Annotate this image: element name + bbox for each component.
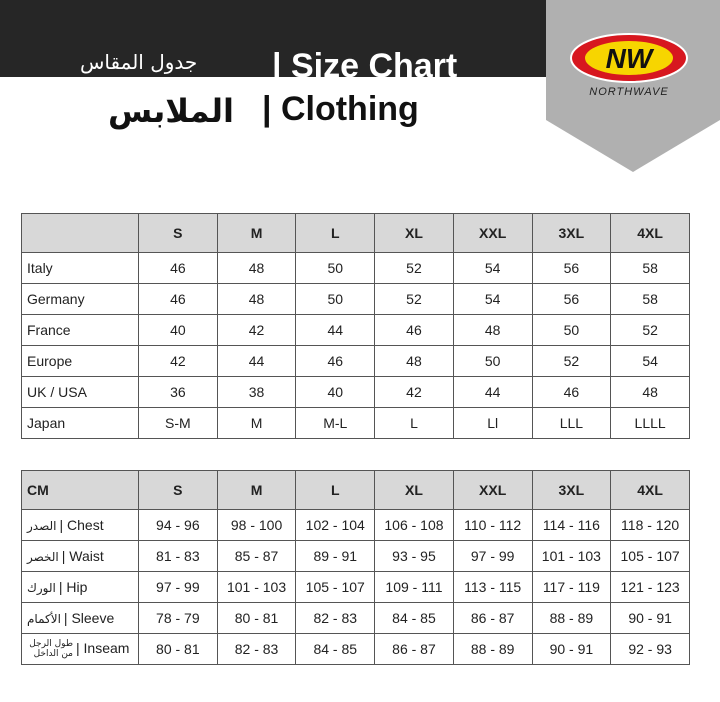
size-value-cell: 58	[611, 253, 690, 284]
size-header: S	[139, 471, 218, 510]
size-header: L	[296, 471, 375, 510]
size-value-cell: 46	[139, 253, 218, 284]
size-header: S	[139, 214, 218, 253]
size-value-cell: 82 - 83	[217, 634, 296, 665]
size-value-cell: 50	[296, 253, 375, 284]
table-row	[22, 346, 690, 377]
size-value-cell: 40	[296, 377, 375, 408]
row-label: UK / USA	[22, 377, 139, 408]
size-value-cell: 78 - 79	[139, 603, 218, 634]
size-value-cell: Ll	[453, 408, 532, 439]
table-row	[22, 253, 690, 284]
size-value-cell: 56	[532, 253, 611, 284]
size-value-cell: 92 - 93	[611, 634, 690, 665]
size-value-cell: M-L	[296, 408, 375, 439]
size-value-cell: 105 - 107	[296, 572, 375, 603]
size-value-cell: 88 - 89	[532, 603, 611, 634]
size-value-cell: 44	[453, 377, 532, 408]
size-value-cell: 110 - 112	[453, 510, 532, 541]
size-header: M	[217, 214, 296, 253]
size-value-cell: 94 - 96	[139, 510, 218, 541]
size-value-cell: 46	[375, 315, 454, 346]
row-label	[22, 634, 139, 665]
size-value-cell: 114 - 116	[532, 510, 611, 541]
row-label-english: | Waist	[61, 548, 104, 564]
size-chart-title-arabic: جدول المقاس	[80, 50, 198, 74]
row-label: Japan	[22, 408, 139, 439]
size-header: XXL	[453, 214, 532, 253]
size-value-cell: 48	[611, 377, 690, 408]
conversion-table	[21, 213, 690, 439]
size-header: 4XL	[611, 471, 690, 510]
size-value-cell: M	[217, 408, 296, 439]
size-value-cell: 38	[217, 377, 296, 408]
size-value-cell: 48	[453, 315, 532, 346]
row-label	[22, 603, 139, 634]
size-header: XL	[375, 214, 454, 253]
size-header: XXL	[453, 471, 532, 510]
size-value-cell: 46	[532, 377, 611, 408]
size-value-cell: 46	[139, 284, 218, 315]
size-value-cell: 85 - 87	[217, 541, 296, 572]
row-label: Germany	[22, 284, 139, 315]
row-label-english: | Hip	[58, 579, 88, 595]
table-row	[22, 634, 690, 665]
row-label	[22, 510, 139, 541]
size-value-cell: 50	[532, 315, 611, 346]
table-header-row	[22, 214, 690, 253]
size-header: XL	[375, 471, 454, 510]
row-label-english: | Sleeve	[63, 610, 115, 626]
table-row	[22, 572, 690, 603]
size-value-cell: 90 - 91	[532, 634, 611, 665]
table-row	[22, 315, 690, 346]
row-label: France	[22, 315, 139, 346]
size-value-cell: 84 - 85	[296, 634, 375, 665]
size-value-cell: 40	[139, 315, 218, 346]
size-value-cell: 58	[611, 284, 690, 315]
clothing-title-arabic: الملابس	[108, 92, 234, 130]
size-value-cell: 36	[139, 377, 218, 408]
row-label-arabic: الخصر	[27, 550, 59, 564]
size-header: M	[217, 471, 296, 510]
size-value-cell: 102 - 104	[296, 510, 375, 541]
size-value-cell: L	[375, 408, 454, 439]
size-value-cell: 42	[375, 377, 454, 408]
size-value-cell: 82 - 83	[296, 603, 375, 634]
size-value-cell: S-M	[139, 408, 218, 439]
size-value-cell: LLL	[532, 408, 611, 439]
size-value-cell: 56	[532, 284, 611, 315]
size-value-cell: 81 - 83	[139, 541, 218, 572]
row-label-english: | Chest	[59, 517, 104, 533]
table-row	[22, 284, 690, 315]
size-value-cell: 101 - 103	[532, 541, 611, 572]
size-value-cell: 54	[611, 346, 690, 377]
measurement-table	[21, 470, 690, 665]
size-value-cell: 89 - 91	[296, 541, 375, 572]
size-value-cell: 106 - 108	[375, 510, 454, 541]
size-value-cell: 48	[217, 284, 296, 315]
table-header-row	[22, 471, 690, 510]
size-value-cell: 97 - 99	[453, 541, 532, 572]
table-row	[22, 541, 690, 572]
table-row	[22, 408, 690, 439]
size-value-cell: 80 - 81	[139, 634, 218, 665]
size-value-cell: 101 - 103	[217, 572, 296, 603]
logo-mark-text: NW	[605, 43, 653, 74]
size-chart-title: | Size Chart	[272, 47, 458, 85]
size-value-cell: 44	[217, 346, 296, 377]
row-label-arabic: الصدر	[27, 519, 57, 533]
size-value-cell: 118 - 120	[611, 510, 690, 541]
size-value-cell: 54	[453, 284, 532, 315]
size-value-cell: 52	[611, 315, 690, 346]
size-value-cell: 80 - 81	[217, 603, 296, 634]
northwave-logo-icon	[571, 34, 687, 82]
size-value-cell: 109 - 111	[375, 572, 454, 603]
size-value-cell: 84 - 85	[375, 603, 454, 634]
clothing-title: | Clothing	[262, 90, 419, 128]
size-value-cell: 121 - 123	[611, 572, 690, 603]
size-value-cell: 113 - 115	[453, 572, 532, 603]
size-value-cell: 46	[296, 346, 375, 377]
row-label-arabic: طول الرجل من الداخل	[29, 639, 73, 659]
size-chart-title-block	[264, 44, 480, 88]
size-header: 3XL	[532, 214, 611, 253]
size-value-cell: 48	[375, 346, 454, 377]
size-header: 3XL	[532, 471, 611, 510]
size-value-cell: 86 - 87	[453, 603, 532, 634]
size-value-cell: 88 - 89	[453, 634, 532, 665]
size-value-cell: 50	[453, 346, 532, 377]
row-label	[22, 572, 139, 603]
size-value-cell: 93 - 95	[375, 541, 454, 572]
logo-brand-name: NORTHWAVE	[589, 86, 669, 98]
table-corner-cell	[22, 214, 139, 253]
size-value-cell: 52	[532, 346, 611, 377]
row-label-english: | Inseam	[76, 639, 130, 656]
row-label: Europe	[22, 346, 139, 377]
row-label-arabic: الأكمام	[27, 612, 61, 626]
size-value-cell: 86 - 87	[375, 634, 454, 665]
size-value-cell: 90 - 91	[611, 603, 690, 634]
unit-header: CM	[22, 471, 139, 510]
size-value-cell: LLLL	[611, 408, 690, 439]
row-label-arabic: الورك	[27, 581, 56, 595]
northwave-logo-panel	[546, 0, 720, 172]
size-value-cell: 52	[375, 284, 454, 315]
size-value-cell: 52	[375, 253, 454, 284]
row-label: Italy	[22, 253, 139, 284]
table-row	[22, 510, 690, 541]
size-value-cell: 42	[139, 346, 218, 377]
table-row	[22, 603, 690, 634]
size-value-cell: 42	[217, 315, 296, 346]
row-label	[22, 541, 139, 572]
size-header: 4XL	[611, 214, 690, 253]
size-value-cell: 44	[296, 315, 375, 346]
size-value-cell: 54	[453, 253, 532, 284]
size-value-cell: 50	[296, 284, 375, 315]
table-row	[22, 377, 690, 408]
size-value-cell: 97 - 99	[139, 572, 218, 603]
size-value-cell: 117 - 119	[532, 572, 611, 603]
size-value-cell: 98 - 100	[217, 510, 296, 541]
size-value-cell: 48	[217, 253, 296, 284]
size-header: L	[296, 214, 375, 253]
size-value-cell: 105 - 107	[611, 541, 690, 572]
